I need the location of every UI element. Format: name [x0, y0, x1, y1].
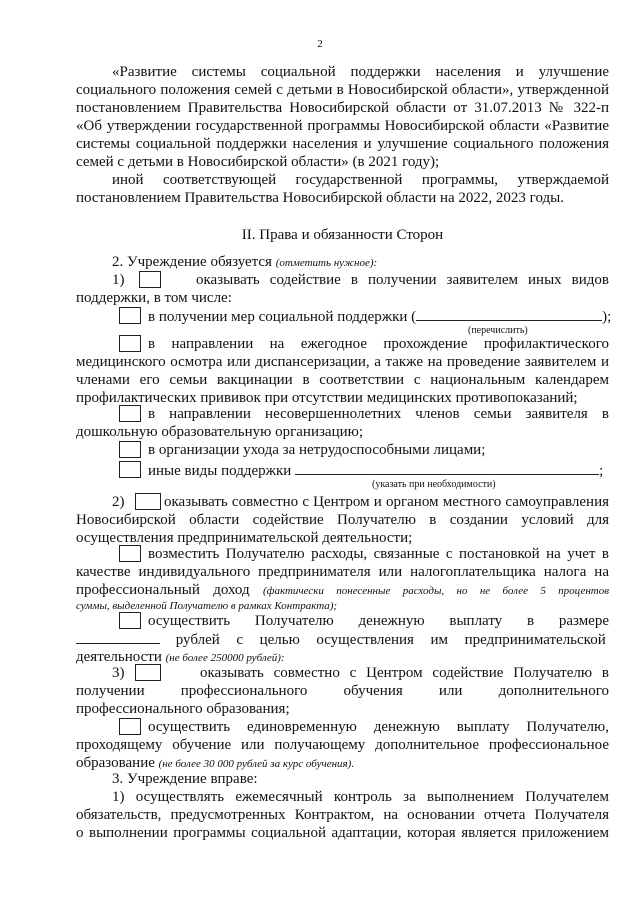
item1-text: оказывать содействие в получении заявителем иных видов [196, 272, 609, 288]
para1-line: социального положения семей с детьми в Новосибирской области», утвержденной [76, 82, 609, 98]
item3-line: профессионального образования; [76, 701, 290, 717]
business-payment-text-end: деятельности [76, 649, 162, 665]
item2-number: 2) [112, 494, 125, 510]
medical-exam-line: в направлении на ежегодное прохождение профилактического [148, 336, 609, 352]
business-payment-amount-blank[interactable] [76, 630, 160, 644]
item2-line: оказывать совместно с Центром и органом местного самоуправления [164, 494, 609, 510]
other-support-line [148, 461, 609, 480]
preschool-line: в направлении несовершеннолетних членов семьи заявителя в [148, 406, 609, 422]
item2-line: Новосибирской области содействие Получателю в создании условий для [76, 512, 609, 528]
other-support-note: (указать при необходимости) [372, 479, 496, 490]
other-support-end: ; [599, 463, 604, 479]
registration-costs-note: (фактически понесенные расходы, но не более 5 процентов [263, 585, 609, 597]
business-payment-checkbox[interactable] [119, 612, 141, 629]
item3-checkbox[interactable] [135, 664, 161, 681]
registration-costs-note-cont: суммы, выделенной Получателю в рамках Контракта); [76, 600, 338, 612]
other-support-blank[interactable] [295, 461, 599, 475]
support-measures-line [148, 307, 612, 326]
item2-checkbox[interactable] [135, 493, 161, 510]
section-title: II. Права и обязанности Сторон [241, 227, 444, 243]
registration-costs-checkbox[interactable] [119, 545, 141, 562]
rights-intro: 3. Учреждение вправе: [112, 771, 258, 787]
item1-checkbox[interactable] [139, 271, 161, 288]
business-payment-line: осуществить Получателю денежную выплату в размере [148, 613, 609, 629]
para1-line: системы социальной поддержки населения и улучшение социального положения [76, 136, 609, 152]
support-measures-blank[interactable] [416, 307, 602, 321]
training-payment-line: осуществить единовременную денежную выплату Получателю, [148, 719, 609, 735]
medical-exam-line: медицинского осмотра или диспансеризации, а также на проведение заявителем и [76, 354, 609, 370]
medical-exam-line: профилактических прививок при отсутствии медицинских противопоказаний; [76, 390, 578, 406]
rights-line: обязательств, предусмотренных Контрактом, на основании отчета Получателя [76, 807, 609, 823]
para1-line: семей с детьми в Новосибирской области» (в 2021 году); [76, 154, 440, 170]
para1-line: постановлением Правительства Новосибирской области от 31.07.2013 № 322-п [76, 100, 609, 116]
care-line: в организации ухода за нетрудоспособными лицами; [148, 442, 486, 458]
item2-line: осуществления предпринимательской деятельности; [76, 530, 413, 546]
obligations-intro [112, 253, 609, 272]
para1-line: «Развитие системы социальной поддержки населения и улучшение [112, 64, 609, 80]
registration-costs-line: возместить Получателю расходы, связанные с постановкой на учет в [148, 546, 609, 562]
item3-number: 3) [112, 665, 125, 681]
care-checkbox[interactable] [119, 441, 141, 458]
training-payment-text-end: образование [76, 755, 155, 771]
item3-line: получении профессионального обучения или дополнительного [76, 683, 609, 699]
medical-exam-line: членами его семьи вакцинации в соответствии с национальным календарем [76, 372, 609, 388]
rights-line: о выполнении программы социальной адаптации, которая является приложением [76, 825, 609, 841]
registration-costs-line: качестве индивидуального предпринимателя или налогоплательщика налога на [76, 564, 609, 580]
para1-line: «Об утверждении государственной программы Новосибирской области «Развитие [76, 118, 609, 134]
business-payment-note: (не более 250000 рублей): [165, 652, 285, 664]
para2-line: иной соответствующей государственной программы, утверждаемой [112, 172, 609, 188]
obligations-intro-text: 2. Учреждение обязуется [112, 254, 272, 270]
preschool-line: дошкольную образовательную организацию; [76, 424, 363, 440]
support-measures-note: (перечислить) [468, 325, 528, 336]
business-payment-text: рублей с целью осуществления им предпринимательской [175, 632, 606, 648]
support-measures-label: в получении мер социальной поддержки ( [148, 309, 417, 325]
business-payment-amount-line [76, 630, 609, 649]
registration-costs-text: профессиональный доход [76, 582, 250, 598]
page-number: 2 [317, 38, 323, 50]
other-support-checkbox[interactable] [119, 461, 141, 478]
item1-number: 1) [112, 272, 125, 288]
obligations-intro-note: (отметить нужное): [275, 257, 378, 269]
training-payment-checkbox[interactable] [119, 718, 141, 735]
other-support-label: иные виды поддержки [148, 463, 292, 479]
rights-line: 1) осуществлять ежемесячный контроль за выполнением Получателем [112, 789, 609, 805]
support-measures-checkbox[interactable] [119, 307, 141, 324]
medical-exam-checkbox[interactable] [119, 335, 141, 352]
training-payment-note: (не более 30 000 рублей за курс обучения). [158, 758, 355, 770]
preschool-checkbox[interactable] [119, 405, 141, 422]
support-measures-end: ); [602, 309, 612, 325]
item3-line: оказывать совместно с Центром содействие Получателю в [200, 665, 609, 681]
item1-text-cont: поддержки, в том числе: [76, 290, 232, 306]
training-payment-line: проходящему обучение или получающему дополнительное профессиональное [76, 737, 609, 753]
para2-line: постановлением Правительства Новосибирской области на 2022, 2023 годы. [76, 190, 564, 206]
